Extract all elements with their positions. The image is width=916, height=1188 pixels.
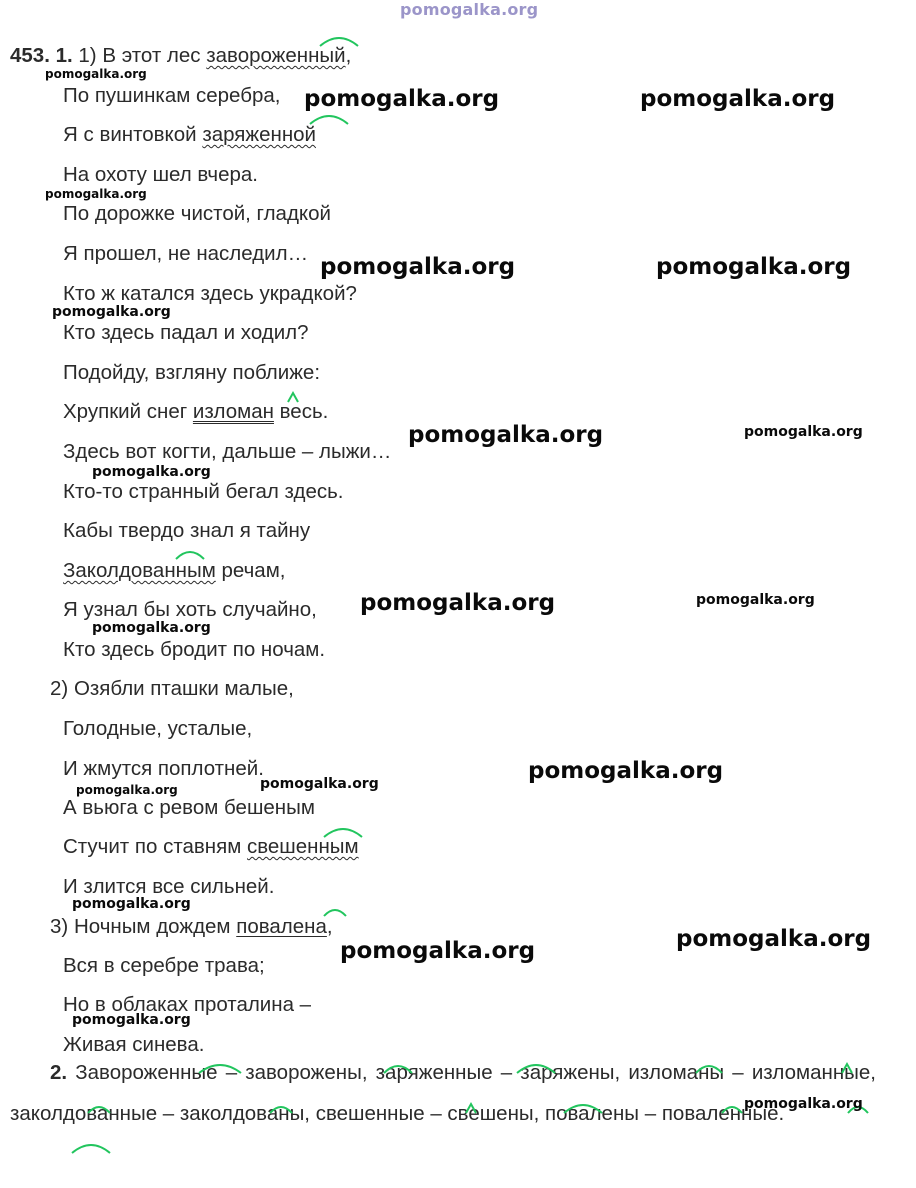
poem2-line-1	[50, 677, 294, 701]
suffix-arc-mark	[382, 1061, 414, 1075]
poem1-line-5: По дорожке чистой, гладкой	[63, 202, 331, 225]
poem1-line-3	[63, 123, 316, 147]
watermark-text: pomogalka.org	[260, 776, 379, 792]
watermark-text: pomogalka.org	[52, 304, 171, 320]
watermark-text: pomogalka.org	[92, 620, 211, 636]
suffix-arc-mark	[86, 1101, 112, 1115]
text: ,	[326, 915, 333, 938]
poem1-line-12: Кто-то странный бегал здесь.	[63, 480, 344, 503]
suffix-arc-mark	[268, 1101, 294, 1115]
participle-word: Заколдованным	[63, 559, 216, 582]
exercise-number: 453. 1.	[10, 44, 73, 67]
suffix-arc-mark	[562, 1101, 604, 1115]
text: Стучит по ставням	[63, 835, 247, 858]
suffix-arc-mark	[322, 904, 348, 918]
participle-word: повалена	[236, 915, 327, 938]
poem3-line-2: Вся в серебре трава;	[63, 954, 265, 977]
poem1-line-8: Кто здесь падал и ходил?	[63, 321, 309, 344]
suffix-arc-mark	[197, 1061, 243, 1075]
text: В этот лес	[102, 44, 207, 67]
poem2-line-4: А вьюга с ревом бешеным	[63, 796, 315, 819]
suffix-caret-mark	[286, 390, 300, 404]
watermark-text: pomogalka.org	[676, 926, 872, 952]
suffix-arc-mark	[70, 1141, 112, 1155]
part2-number: 2.	[50, 1061, 68, 1084]
poem1-line-6: Я прошел, не наследил…	[63, 242, 309, 265]
part2-paragraph	[10, 1052, 876, 1134]
poem1-line-13: Кабы твердо знал я тайну	[63, 519, 311, 542]
suffix-caret-mark	[464, 1101, 478, 1115]
participle-word: изломан	[192, 400, 274, 423]
watermark-text: pomogalka.org	[45, 67, 147, 81]
poem1-line-2: По пушинкам серебра,	[63, 84, 281, 107]
poem2-line-3: И жмутся поплотней.	[63, 757, 264, 780]
watermark-text: pomogalka.org	[45, 187, 147, 201]
watermark-text: pomogalka.org	[72, 896, 191, 912]
poem1-line-15: Я узнал бы хоть случайно,	[63, 598, 317, 621]
poem2-line-6: И злится все сильней.	[63, 875, 275, 898]
text: ,	[345, 44, 352, 67]
poem1-line-4: На охоту шел вчера.	[63, 163, 258, 186]
poem1-line-14	[63, 559, 286, 583]
watermark-text: pomogalka.org	[72, 1012, 191, 1028]
text: речам,	[215, 559, 286, 582]
watermark-text: pomogalka.org	[408, 422, 604, 448]
suffix-arc-mark	[515, 1061, 557, 1075]
text: весь.	[273, 400, 329, 423]
poem1-label: 1)	[78, 44, 97, 67]
part2-line-3: поваленные.	[661, 1102, 785, 1125]
poem3-line-1	[50, 915, 333, 939]
watermark-text: pomogalka.org	[304, 86, 500, 112]
watermark-text: pomogalka.org	[656, 254, 852, 280]
suffix-arc-mark	[720, 1101, 744, 1115]
participle-word: свешенным	[247, 835, 359, 858]
poem3-label: 3)	[50, 915, 69, 938]
poem3-line-4: Живая синева.	[63, 1033, 205, 1056]
watermark-text: pomogalka.org	[340, 938, 536, 964]
poem2-label: 2)	[50, 677, 69, 700]
part2-line-2: изломанные, заколдованные – заколдованы, свешенные – свешены, повалены –	[10, 1061, 876, 1125]
suffix-arc-mark	[694, 1061, 724, 1075]
suffix-caret-mark	[840, 1061, 854, 1075]
watermark-text: pomogalka.org	[76, 783, 178, 797]
text: Хрупкий снег	[63, 400, 193, 423]
watermark-text: pomogalka.org	[528, 758, 724, 784]
poem1-line-16: Кто здесь бродит по ночам.	[63, 638, 326, 661]
top-watermark: pomogalka.org	[400, 0, 539, 19]
poem3-line-3: Но в облаках проталина –	[63, 993, 312, 1016]
watermark-text: pomogalka.org	[744, 424, 863, 440]
poem1-line-9: Подойду, взгляну поближе:	[63, 361, 321, 384]
suffix-arc-mark	[174, 547, 206, 561]
watermark-text: pomogalka.org	[696, 592, 815, 608]
watermark-text: pomogalka.org	[320, 254, 516, 280]
poem2-line-2: Голодные, усталые,	[63, 717, 253, 740]
poem1-line-11: Здесь вот когти, дальше – лыжи…	[63, 440, 392, 463]
part2-line-1: Завороженные – заворожены, заряженные – заряжены, изломаны –	[75, 1061, 744, 1084]
text: Озябли пташки малые,	[73, 677, 294, 700]
participle-word: завороженный	[206, 44, 346, 67]
suffix-arc-mark	[308, 112, 350, 126]
suffix-arc-mark	[318, 34, 360, 48]
watermark-text: pomogalka.org	[744, 1096, 863, 1112]
text: Я с винтовкой	[63, 123, 203, 146]
suffix-arc-mark	[322, 825, 364, 839]
watermark-text: pomogalka.org	[360, 590, 556, 616]
watermark-text: pomogalka.org	[640, 86, 836, 112]
participle-word: заряженной	[202, 123, 316, 146]
text: Ночным дождем	[73, 915, 237, 938]
watermark-text: pomogalka.org	[92, 464, 211, 480]
poem1-line-7: Кто ж катался здесь украдкой?	[63, 282, 357, 305]
poem1-line-1	[10, 44, 351, 68]
poem2-line-5	[63, 835, 359, 859]
